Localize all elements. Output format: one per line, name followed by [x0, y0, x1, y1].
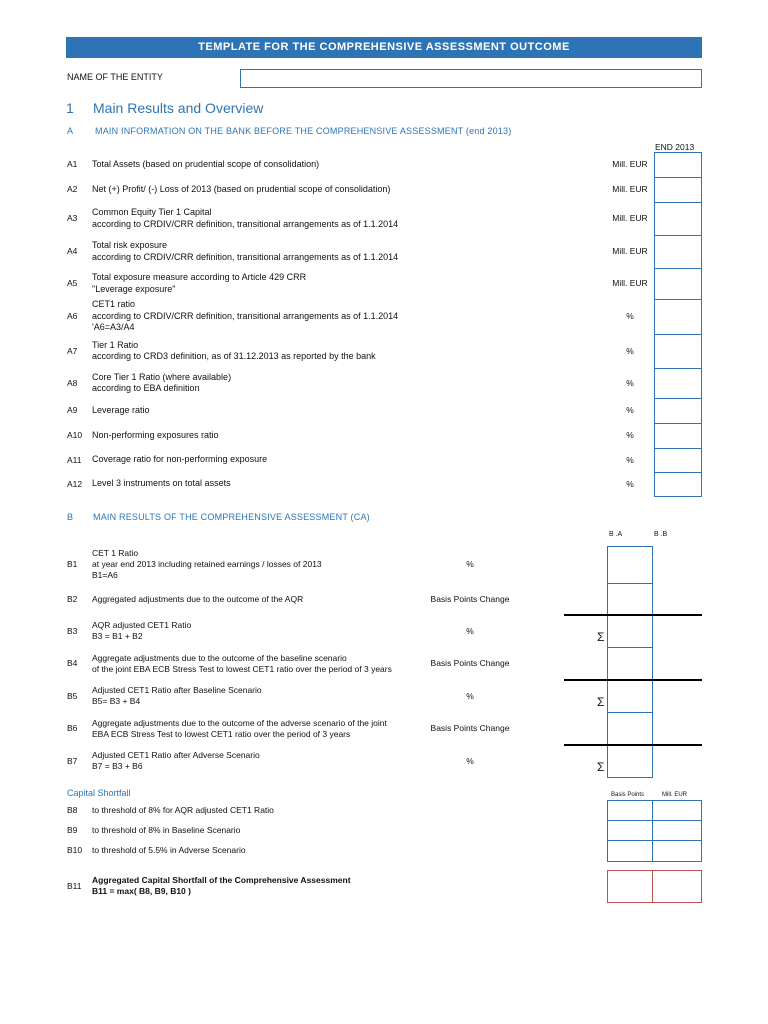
- end-2013-header: END 2013: [655, 142, 695, 152]
- capital-shortfall-title: Capital Shortfall: [67, 788, 131, 798]
- row-description-line: CET 1 Ratio: [92, 548, 139, 558]
- shortfall-mill-eur-input[interactable]: [652, 820, 702, 841]
- row-description-line: Total exposure measure according to Article 429 CRR: [92, 272, 307, 282]
- row-unit: %: [626, 377, 634, 388]
- row-unit: %: [626, 454, 634, 465]
- row-unit: %: [466, 690, 474, 701]
- row-code: A4: [67, 246, 78, 256]
- b-a-input[interactable]: [607, 745, 653, 778]
- end-2013-input[interactable]: [654, 268, 702, 300]
- row-description: [92, 184, 592, 196]
- row-description: [92, 240, 592, 263]
- row-description-line: Coverage ratio for non-performing exposure: [92, 454, 268, 465]
- row-code: B1: [67, 559, 78, 569]
- row-code: B2: [67, 593, 78, 604]
- row-description-line: Total Assets (based on prudential scope of consolidation): [92, 158, 320, 169]
- b-a-input[interactable]: [607, 615, 653, 648]
- row-description-line: Non-performing exposures ratio: [92, 429, 219, 440]
- row-description-line: according to CRDIV/CRR definition, transitional arrangements as of 1.1.2014: [92, 218, 399, 229]
- row-unit: Mill. EUR: [612, 246, 648, 256]
- b-a-input[interactable]: [607, 647, 653, 681]
- row-description: [92, 548, 422, 581]
- row-code: A2: [67, 184, 78, 194]
- section-title: Main Results and Overview: [93, 100, 264, 116]
- row-code: B10: [67, 845, 83, 855]
- row-description-line: B11 = max( B8, B9, B10 ): [92, 886, 191, 896]
- row-description-line: Core Tier 1 Ratio (where available): [92, 371, 232, 382]
- row-description-line: Aggregate adjustments due to the outcome of the adverse scenario of the joint: [92, 717, 387, 728]
- entity-name-field[interactable]: [240, 69, 702, 88]
- shortfall-mill-eur-input[interactable]: [652, 840, 702, 862]
- end-2013-input[interactable]: [654, 177, 702, 203]
- aggregate-mill-eur-input[interactable]: [652, 870, 702, 903]
- row-code: A1: [67, 159, 78, 169]
- row-description: [92, 653, 422, 675]
- row-description: [92, 620, 422, 642]
- row-unit: Basis Points Change: [430, 723, 510, 733]
- row-unit: %: [626, 478, 634, 489]
- row-description: [92, 272, 592, 295]
- end-2013-input[interactable]: [654, 368, 702, 399]
- row-description-line: B3 = B1 + B2: [92, 631, 143, 641]
- row-description-line: Leverage ratio: [92, 404, 150, 415]
- row-description-line: according to CRDIV/CRR definition, transitional arrangements as of 1.1.2014: [92, 310, 399, 321]
- shortfall-basis-points-header: Basis Points: [611, 792, 645, 798]
- sum-divider: [564, 679, 702, 681]
- row-description-line: Aggregated adjustments due to the outcome of the AQR: [92, 593, 304, 604]
- row-unit: %: [626, 405, 634, 415]
- shortfall-basis-points-input[interactable]: [607, 820, 653, 841]
- shortfall-mill-eur-input[interactable]: [652, 800, 702, 821]
- end-2013-input[interactable]: [654, 423, 702, 449]
- row-description-line: B1=A6: [92, 570, 118, 580]
- row-description: to threshold of 8% in Baseline Scenario: [92, 824, 241, 835]
- row-code: B7: [67, 755, 78, 766]
- row-description-line: AQR adjusted CET1 Ratio: [92, 620, 192, 630]
- row-description-line: Adjusted CET1 Ratio after Adverse Scenario: [92, 750, 260, 760]
- section-a-title: MAIN INFORMATION ON THE BANK BEFORE THE COMPREHENSIVE ASSESSMENT (end 2013): [95, 126, 512, 136]
- row-unit: Basis Points Change: [430, 658, 510, 668]
- row-unit: Mill. EUR: [612, 278, 648, 288]
- end-2013-input[interactable]: [654, 448, 702, 473]
- row-description-line: of the joint EBA ECB Stress Test to lowest CET1 ratio over the period of 3 years: [92, 663, 392, 674]
- row-description-line: Aggregated Capital Shortfall of the Comprehensive Assessment: [92, 875, 351, 885]
- sigma-icon: Σ: [597, 630, 605, 644]
- row-description-line: Tier 1 Ratio: [92, 339, 139, 350]
- row-description-line: EBA ECB Stress Test to lowest CET1 ratio over the period of 3 years: [92, 728, 351, 739]
- aggregate-shortfall-description: [92, 875, 422, 897]
- row-description: to threshold of 5.5% in Adverse Scenario: [92, 845, 246, 855]
- row-description: [92, 372, 592, 395]
- end-2013-input[interactable]: [654, 235, 702, 269]
- row-unit: Mill. EUR: [612, 159, 648, 169]
- row-description-line: according to CRD3 definition, as of 31.12.2013 as reported by the bank: [92, 351, 376, 361]
- row-code: A8: [67, 377, 78, 388]
- shortfall-basis-points-input[interactable]: [607, 840, 653, 862]
- row-code: A5: [67, 278, 78, 288]
- b-a-input[interactable]: [607, 712, 653, 746]
- sigma-icon: Σ: [597, 695, 605, 709]
- row-description: [92, 299, 592, 334]
- row-description-line: "Leverage exposure": [92, 283, 176, 294]
- entity-label: NAME OF THE ENTITY: [67, 72, 163, 82]
- shortfall-mill-eur-header: Mill. EUR: [662, 792, 687, 798]
- row-unit: %: [626, 311, 634, 321]
- sigma-icon: Σ: [597, 760, 605, 774]
- sum-divider: [564, 614, 702, 616]
- row-unit: %: [626, 345, 634, 356]
- row-description-line: 'A6=A3/A4: [92, 322, 135, 333]
- end-2013-input[interactable]: [654, 299, 702, 335]
- row-description: [92, 478, 592, 490]
- row-code: A6: [67, 311, 78, 321]
- page-title: TEMPLATE FOR THE COMPREHENSIVE ASSESSMENT OUTCOME: [66, 37, 702, 58]
- row-description-line: Common Equity Tier 1 Capital: [92, 207, 212, 217]
- end-2013-input[interactable]: [654, 472, 702, 497]
- row-unit: Mill. EUR: [612, 213, 648, 223]
- row-code: B3: [67, 625, 78, 636]
- row-code: A9: [67, 405, 78, 415]
- row-code: B11: [67, 881, 82, 891]
- row-code: B6: [67, 723, 78, 733]
- row-description-line: Net (+) Profit/ (-) Loss of 2013 (based on prudential scope of consolidation): [92, 183, 391, 194]
- row-description-line: at year end 2013 including retained earnings / losses of 2013: [92, 559, 322, 569]
- row-code: A12: [67, 478, 83, 489]
- aggregate-basis-points-input[interactable]: [607, 870, 653, 903]
- row-description-line: according to CRDIV/CRR definition, transitional arrangements as of 1.1.2014: [92, 251, 399, 262]
- end-2013-input[interactable]: [654, 202, 702, 236]
- row-description: to threshold of 8% for AQR adjusted CET1 Ratio: [92, 804, 274, 815]
- row-description: [92, 594, 422, 605]
- row-code: B4: [67, 658, 78, 668]
- end-2013-input[interactable]: [654, 152, 702, 178]
- row-description: [92, 685, 422, 707]
- row-description: [92, 718, 422, 740]
- column-b-b-header: B .B: [654, 531, 668, 538]
- row-unit: %: [626, 430, 634, 440]
- sum-divider: [564, 744, 702, 746]
- row-description-line: Adjusted CET1 Ratio after Baseline Scenario: [92, 685, 262, 695]
- shortfall-basis-points-input[interactable]: [607, 800, 653, 821]
- section-a-code: A: [67, 126, 74, 136]
- row-code: A11: [67, 454, 82, 465]
- row-description-line: according to EBA definition: [92, 383, 200, 393]
- b-a-input[interactable]: [607, 583, 653, 616]
- row-description: [92, 454, 592, 466]
- row-description-line: Aggregate adjustments due to the outcome of the baseline scenario: [92, 652, 347, 663]
- row-description-line: CET1 ratio: [92, 299, 136, 310]
- row-code: B8: [67, 804, 78, 815]
- row-description-line: Total risk exposure: [92, 240, 168, 250]
- column-b-a-header: B .A: [609, 531, 623, 538]
- b-a-input[interactable]: [607, 546, 653, 584]
- row-description-line: B7 = B3 + B6: [92, 761, 143, 771]
- row-unit: %: [466, 559, 474, 569]
- row-unit: %: [466, 755, 474, 766]
- row-description: [92, 430, 592, 442]
- row-unit: Basis Points Change: [430, 593, 510, 604]
- end-2013-input[interactable]: [654, 398, 702, 424]
- end-2013-input[interactable]: [654, 334, 702, 369]
- row-description: [92, 405, 592, 417]
- section-number: 1: [66, 100, 74, 116]
- row-code: A7: [67, 345, 78, 356]
- row-description: [92, 340, 592, 363]
- b-a-input[interactable]: [607, 680, 653, 713]
- row-description: [92, 207, 592, 230]
- section-b-title: MAIN RESULTS OF THE COMPREHENSIVE ASSESSMENT (CA): [93, 512, 370, 522]
- row-unit: Mill. EUR: [612, 184, 648, 194]
- row-description-line: B5= B3 + B4: [92, 696, 141, 706]
- row-code: A3: [67, 213, 78, 223]
- row-code: B9: [67, 824, 78, 835]
- section-b-code: B: [67, 512, 74, 522]
- row-description: [92, 159, 592, 171]
- row-code: A10: [67, 430, 83, 440]
- row-description: [92, 750, 422, 772]
- row-code: B5: [67, 690, 78, 701]
- row-description-line: Level 3 instruments on total assets: [92, 478, 231, 489]
- row-unit: %: [466, 625, 474, 636]
